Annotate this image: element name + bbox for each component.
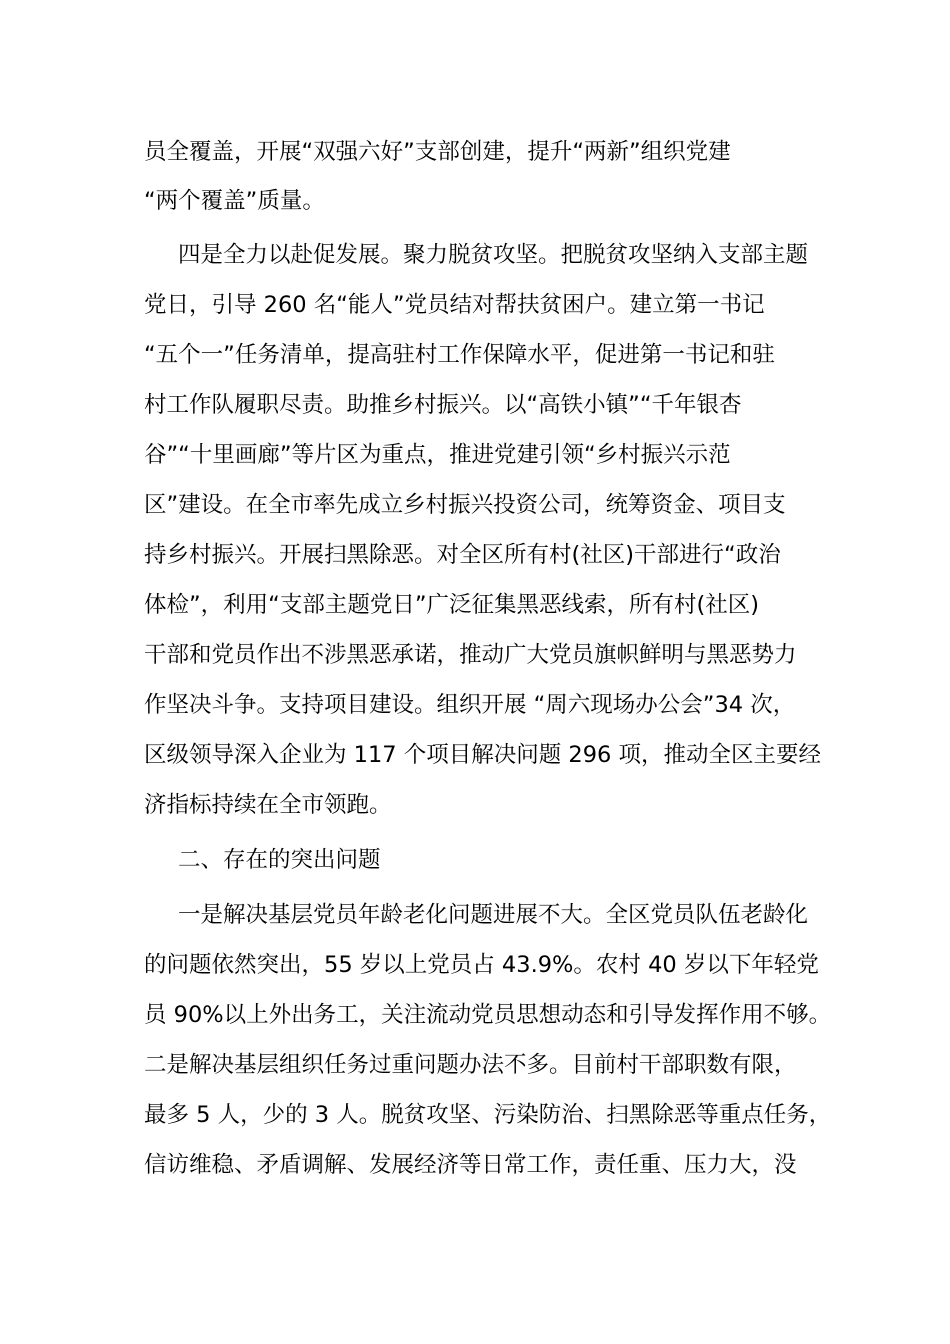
text-line: 区级领导深入企业为 117 个项目解决问题 296 项，推动全区主要经: [144, 742, 822, 768]
text-line: 作坚决斗争。支持项目建设。组织开展 “周六现场办公会”34 次，: [144, 692, 796, 718]
text-line: 干部和党员作出不涉黑恶承诺，推动广大党员旗帜鲜明与黑恶势力: [144, 642, 797, 668]
text-line: 最多 5 人，少的 3 人。脱贫攻坚、污染防治、扫黑除恶等重点任务，: [144, 1102, 832, 1128]
text-line: 谷”“十里画廊”等片区为重点，推进党建引领“乡村振兴示范: [144, 442, 731, 468]
text-line: 村工作队履职尽责。助推乡村振兴。以“高铁小镇”“千年银杏: [144, 392, 742, 418]
text-line: 党日，引导 260 名“能人”党员结对帮扶贫困户。建立第一书记: [144, 292, 765, 318]
text-line: 员全覆盖，开展“双强六好”支部创建，提升“两新”组织党建: [144, 139, 731, 165]
text-line: “五个一”任务清单，提高驻村工作保障水平，促进第一书记和驻: [144, 342, 775, 368]
text-line: “两个覆盖”质量。: [144, 188, 325, 214]
section-heading: 二、存在的突出问题: [178, 847, 381, 873]
text-line: 的问题依然突出，55 岁以上党员占 43.9%。农村 40 岁以下年轻党: [144, 952, 819, 978]
text-line: 员 90%以上外出务工，关注流动党员思想动态和引导发挥作用不够。: [144, 1002, 832, 1028]
text-line: 济指标持续在全市领跑。: [144, 792, 392, 818]
text-line: 二是解决基层组织任务过重问题办法不多。目前村干部职数有限，: [144, 1052, 797, 1078]
text-line: 四是全力以赴促发展。聚力脱贫攻坚。把脱贫攻坚纳入支部主题: [178, 242, 809, 268]
text-line: 信访维稳、矛盾调解、发展经济等日常工作，责任重、压力大，没: [144, 1152, 797, 1178]
text-line: 体检”，利用“支部主题党日”广泛征集黑恶线索，所有村(社区): [144, 592, 760, 618]
text-line: 持乡村振兴。开展扫黑除恶。对全区所有村(社区)干部进行“政治: [144, 542, 781, 568]
text-line: 区”建设。在全市率先成立乡村振兴投资公司，统筹资金、项目支: [144, 492, 786, 518]
text-line: 一是解决基层党员年龄老化问题进展不大。全区党员队伍老龄化: [178, 902, 809, 928]
